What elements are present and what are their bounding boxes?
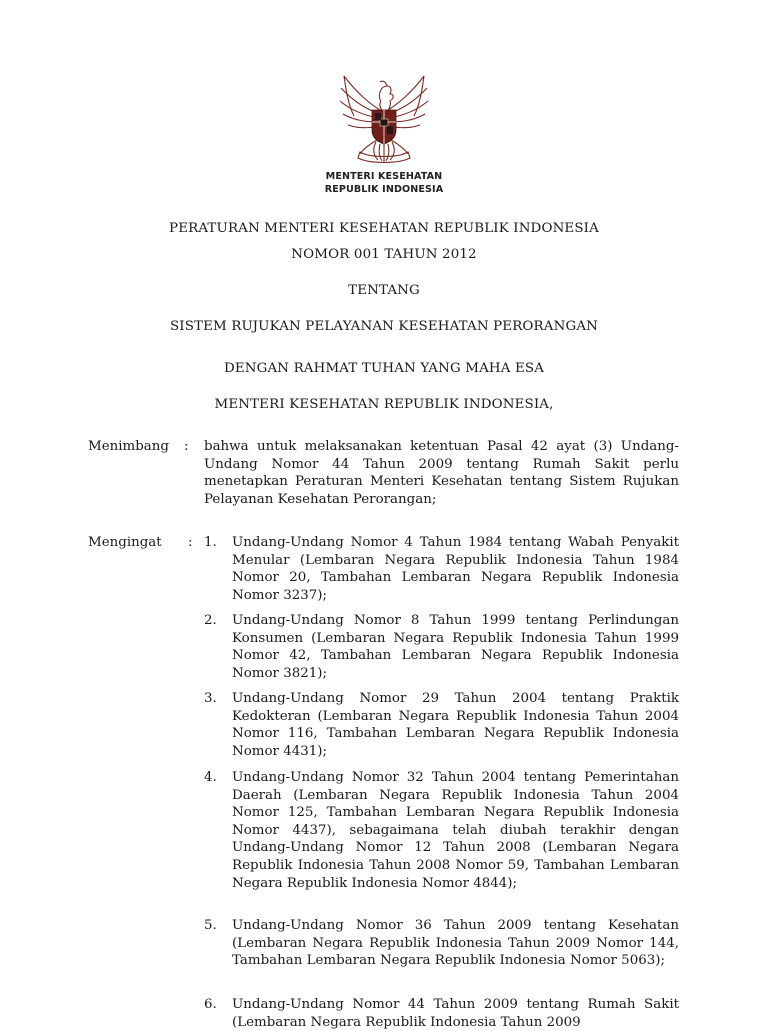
mengingat-item-text: Undang-Undang Nomor 32 Tahun 2004 tentang Pemerintahan Daerah (Lembaran Negara Republik Indonesia Tahun 2004 Nomor 125, Tambahan Lembaran Negara Republik Indonesia Nomor 4437), sebagaimana telah diubah terakhir dengan Undang-Undang Nomor 12 Tahun 2008 (Lembaran Negara Republik Indonesia Tahun 2008 Nomor 59, Tambahan Lembaran Negara Republik Indonesia Nomor 4844);: [232, 770, 679, 891]
agency-name: [300, 171, 468, 196]
agency-name-line1: MENTERI KESEHATAN: [325, 171, 443, 182]
mengingat-colon: :: [188, 535, 193, 550]
mengingat-item-text: Undang-Undang Nomor 44 Tahun 2009 tentang Rumah Sakit (Lembaran Negara Republik Indonesia Tahun 2009: [232, 997, 679, 1030]
mengingat-item-number: 5.: [204, 918, 217, 933]
tentang-heading: TENTANG: [348, 283, 420, 298]
regulation-number: NOMOR 001 TAHUN 2012: [291, 247, 477, 262]
agency-name-line2: REPUBLIK INDONESIA: [324, 183, 444, 195]
mengingat-item-text: Undang-Undang Nomor 36 Tahun 2009 tentang Kesehatan (Lembaran Negara Republik Indonesia Tahun 2009 Nomor 144, Tambahan Lembaran Negara Republik Indonesia Nomor 5063);: [232, 918, 679, 969]
mengingat-item-number: 4.: [204, 770, 217, 785]
garuda-emblem-icon: [334, 70, 434, 166]
regulation-title: PERATURAN MENTERI KESEHATAN REPUBLIK INDONESIA: [169, 221, 599, 236]
regulation-subject: SISTEM RUJUKAN PELAYANAN KESEHATAN PERORANGAN: [169, 319, 599, 334]
menimbang-colon: :: [184, 439, 189, 454]
menimbang-text: bahwa untuk melaksanakan ketentuan Pasal 42 ayat (3) Undang-Undang Nomor 44 Tahun 2009 tentang Rumah Sakit perlu menetapkan Peraturan Menteri Kesehatan tentang Sistem Rujukan Pelayanan Kesehatan Perorangan;: [204, 439, 679, 507]
mengingat-label: Mengingat: [88, 535, 162, 550]
preamble-line: DENGAN RAHMAT TUHAN YANG MAHA ESA: [223, 361, 545, 376]
mengingat-item-number: 1.: [204, 535, 217, 550]
mengingat-item-number: 6.: [204, 997, 217, 1012]
issuing-authority: MENTERI KESEHATAN REPUBLIK INDONESIA,: [214, 397, 554, 412]
mengingat-item-text: Undang-Undang Nomor 29 Tahun 2004 tentang Praktik Kedokteran (Lembaran Negara Republik Indonesia Tahun 2004 Nomor 116, Tambahan Lembaran Negara Republik Indonesia Nomor 4431);: [232, 691, 679, 759]
menimbang-label: Menimbang: [88, 439, 169, 454]
mengingat-item-text: Undang-Undang Nomor 4 Tahun 1984 tentang Wabah Penyakit Menular (Lembaran Negara Republik Indonesia Tahun 1984 Nomor 20, Tambahan Lembaran Negara Republik Indonesia Nomor 3237);: [232, 535, 679, 603]
mengingat-item-text: Undang-Undang Nomor 8 Tahun 1999 tentang Perlindungan Konsumen (Lembaran Negara Republik Indonesia Tahun 1999 Nomor 42, Tambahan Lembaran Negara Republik Indonesia Nomor 3821);: [232, 613, 679, 681]
mengingat-item-number: 2.: [204, 613, 217, 628]
mengingat-item-number: 3.: [204, 691, 217, 706]
